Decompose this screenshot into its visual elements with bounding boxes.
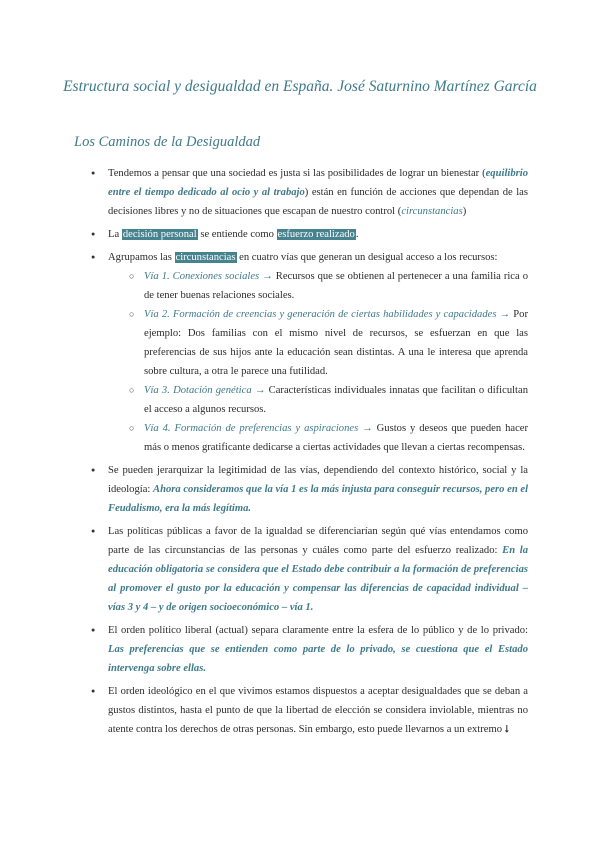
bullet-item-7 <box>108 682 528 739</box>
text: El orden ideológico en el que vivimos estamos dispuestos a aceptar desigualdades que se deban a gustos distintos, hasta el punto de que la libertad de elección se considera inviolable, mientras no atente contra los derechos de otras personas. Sin embargo, esto puede llevarnos a un extremo ⭣ <box>108 686 528 735</box>
emphasis-text: circunstancias <box>401 206 463 217</box>
bullet-item-4 <box>108 461 528 518</box>
highlighted-text: decisión personal <box>122 229 197 240</box>
text: ) <box>462 206 467 217</box>
sub-item-via-1 <box>144 267 528 305</box>
bullet-item-3 <box>108 248 528 457</box>
emphasis-text: Ahora consideramos que la vía 1 es la más injusta para conseguir recursos, pero en el Feudalismo, era la más legítima. <box>108 484 529 514</box>
text: Se pueden jerarquizar la legitimidad de las vías, dependiendo del contexto histórico, social y la ideología: <box>108 465 528 495</box>
sub-item-via-2 <box>144 305 528 381</box>
text: Gustos y deseos que pueden hacer más o menos gratificante dedicarse a ciertas actividades que llevan a ciertas recompensas. <box>144 423 528 453</box>
text: en cuatro vías que generan un desigual acceso a los recursos: <box>236 252 498 263</box>
sub-item-via-3 <box>144 381 528 419</box>
emphasis-text: Vía 1. Conexiones sociales → <box>144 271 273 282</box>
text: ) están en función de acciones que dependan de las decisiones libres y no de situaciones que escapan de nuestro control ( <box>108 187 528 217</box>
bullet-item-1 <box>108 164 528 221</box>
text: . <box>355 229 359 240</box>
bullet-item-5 <box>108 522 528 617</box>
text: Recursos que se obtienen al pertenecer a una familia rica o de tener buenas relaciones sociales. <box>144 271 528 301</box>
text: Tendemos a pensar que una sociedad es justa si las posibilidades de lograr un bienestar ( <box>108 168 486 179</box>
text: La <box>108 229 122 240</box>
emphasis-text: Vía 4. Formación de preferencias y aspiraciones → <box>144 423 373 434</box>
emphasis-text: equilibrio entre el tiempo dedicado al ocio y al trabajo <box>108 168 528 198</box>
emphasis-text: En la educación obligatoria se considera que el Estado debe contribuir a la formación de preferencias al promover el gusto por la educación y compensar las diferencias de capacidad individual – vías 3 y 4 – y de origen socioeconómico – vía 1. <box>108 545 528 613</box>
sub-item-via-4 <box>144 419 528 457</box>
text: Agrupamos las <box>108 252 175 263</box>
bullet-item-2 <box>108 225 528 244</box>
bullet-item-6 <box>108 621 528 678</box>
text: Las políticas públicas a favor de la igualdad se diferenciarían según qué vías entendamos como parte de las circunstancias de las personas y cuáles como parte del esfuerzo realizado: <box>108 526 528 556</box>
section-heading: Los Caminos de la Desigualdad <box>74 134 261 150</box>
text: Características individuales innatas que facilitan o dificultan el acceso a algunos recursos. <box>144 385 528 415</box>
sub-list <box>108 267 528 457</box>
bullet-list <box>108 164 528 743</box>
text: se entiende como <box>197 229 277 240</box>
emphasis-text: Vía 3. Dotación genética → <box>144 385 266 396</box>
emphasis-text: Vía 2. Formación de creencias y generación de ciertas habilidades y capacidades → <box>144 309 511 320</box>
highlighted-text: esfuerzo realizado <box>277 229 355 240</box>
document-title: Estructura social y desigualdad en España. José Saturnino Martínez García <box>63 78 537 95</box>
emphasis-text: Las preferencias que se entienden como parte de lo privado, se cuestiona que el Estado intervenga sobre ellas. <box>108 644 528 674</box>
text: El orden político liberal (actual) separa claramente entre la esfera de lo público y de lo privado: <box>108 625 528 636</box>
text: Por ejemplo: Dos familias con el mismo nivel de recursos, se esfuerzan en que las preferencias de sus hijos ante la educación sean distintas. A una le interesa que aprenda sobre cultura, a otra le parece una futilidad. <box>144 309 528 377</box>
highlighted-text: circunstancias <box>175 252 236 263</box>
